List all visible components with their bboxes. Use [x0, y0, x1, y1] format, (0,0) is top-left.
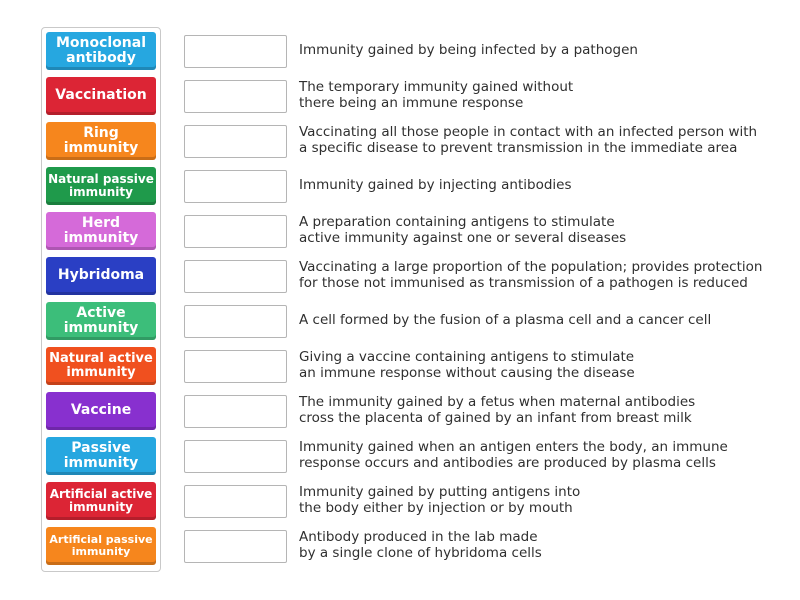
drop-slot[interactable] — [184, 35, 287, 68]
tile-natural-passive-immunity[interactable]: Natural passive immunity — [46, 167, 156, 205]
description-item: Immunity gained by being infected by a pathogen — [299, 42, 638, 58]
drop-slot[interactable] — [184, 170, 287, 203]
tile-monoclonal-antibody[interactable]: Monoclonal antibody — [46, 32, 156, 70]
description-item: Immunity gained by putting antigens into the body either by injection or by mouth — [299, 484, 581, 516]
drop-slot[interactable] — [184, 440, 287, 473]
drop-slot[interactable] — [184, 395, 287, 428]
tile-hybridoma[interactable]: Hybridoma — [46, 257, 156, 295]
tile-natural-active-immunity[interactable]: Natural active immunity — [46, 347, 156, 385]
drop-slot[interactable] — [184, 350, 287, 383]
description-item: Vaccinating a large proportion of the population; provides protection for those not immunised as transmission of a pathogen is reduced — [299, 259, 763, 291]
tile-artificial-active-immunity[interactable]: Artificial active immunity — [46, 482, 156, 520]
drop-slot[interactable] — [184, 260, 287, 293]
tile-herd-immunity[interactable]: Herd immunity — [46, 212, 156, 250]
tile-active-immunity[interactable]: Active immunity — [46, 302, 156, 340]
description-item: Immunity gained by injecting antibodies — [299, 177, 572, 193]
description-item: The immunity gained by a fetus when maternal antibodies cross the placenta of gained by an infant from breast milk — [299, 394, 696, 426]
tile-ring-immunity[interactable]: Ring immunity — [46, 122, 156, 160]
description-item: Vaccinating all those people in contact with an infected person with a specific disease to prevent transmission in the immediate area — [299, 124, 758, 156]
tile-vaccination[interactable]: Vaccination — [46, 77, 156, 115]
description-item: Giving a vaccine containing antigens to stimulate an immune response without causing the disease — [299, 349, 635, 381]
tile-vaccine[interactable]: Vaccine — [46, 392, 156, 430]
drop-slot[interactable] — [184, 530, 287, 563]
description-item: Immunity gained when an antigen enters the body, an immune response occurs and antibodies are produced by plasma cells — [299, 439, 728, 471]
drop-slot[interactable] — [184, 305, 287, 338]
drop-slot[interactable] — [184, 485, 287, 518]
description-item: The temporary immunity gained without there being an immune response — [299, 79, 574, 111]
description-item: Antibody produced in the lab made by a single clone of hybridoma cells — [299, 529, 542, 561]
tile-passive-immunity[interactable]: Passive immunity — [46, 437, 156, 475]
drop-slot[interactable] — [184, 125, 287, 158]
description-item: A cell formed by the fusion of a plasma cell and a cancer cell — [299, 312, 712, 328]
description-item: A preparation containing antigens to stimulate active immunity against one or several diseases — [299, 214, 627, 246]
tile-artificial-passive-immunity[interactable]: Artificial passive immunity — [46, 527, 156, 565]
drop-slot[interactable] — [184, 215, 287, 248]
drop-slot[interactable] — [184, 80, 287, 113]
